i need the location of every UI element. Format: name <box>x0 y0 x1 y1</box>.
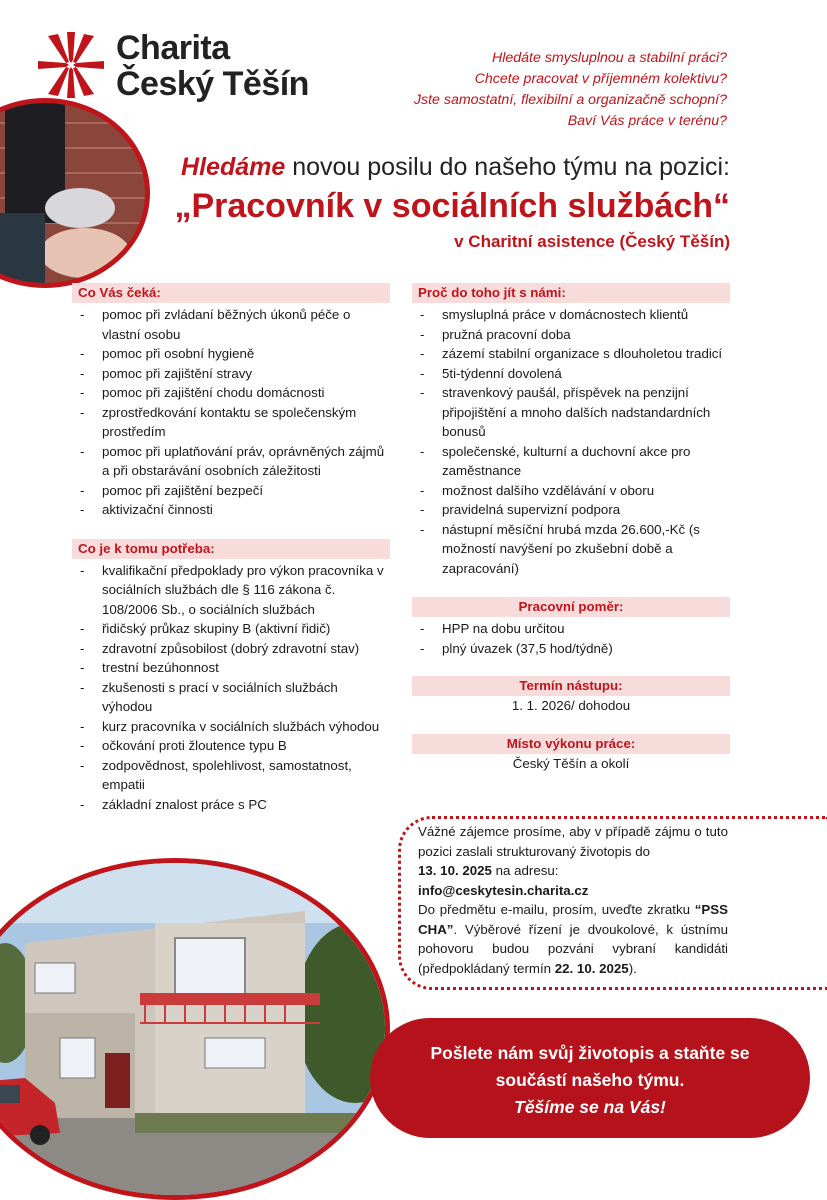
list-item: - plný úvazek (37,5 hod/týdně) <box>412 639 730 659</box>
question-2: Chcete pracovat v příjemném kolektivu? <box>474 71 727 87</box>
employment-list <box>412 619 730 658</box>
headline-rest: novou posilu do našeho týmu na pozici: <box>285 153 730 181</box>
subject-code: “PSS CHA” <box>418 902 728 937</box>
application-deadline: 13. 10. 2025 <box>418 863 492 878</box>
logo-line-2: Český Těšín <box>116 65 309 103</box>
selection-info: . Výběrové řízení je dvoukolové, k ústnímu pohovoru budou pozváni vybraní kandidáti (předpokládaný termín <box>418 921 728 976</box>
list-item: - zkušenosti s prací v sociálních službách výhodou <box>72 678 390 717</box>
list-item: - zdravotní způsobilost (dobrý zdravotní stav) <box>72 639 390 659</box>
why-us-list <box>412 305 730 578</box>
contact-email-link[interactable]: info@ceskytesin.charita.cz <box>418 882 589 898</box>
list-item: - pomoc při zajištění stravy <box>72 364 390 384</box>
contact-text <box>418 822 728 978</box>
place-heading: Místo výkonu práce: <box>412 734 730 754</box>
building-photo <box>0 858 390 1200</box>
list-item: - kvalifikační předpoklady pro výkon pracovníka v sociálních službách dle § 116 zákona č. 108/2006 Sb., o sociálních službách <box>72 561 390 620</box>
list-item: - společenské, kulturní a duchovní akce pro zaměstnance <box>412 442 730 481</box>
what-awaits-list <box>72 305 390 520</box>
list-item: - zázemí stabilní organizace s dlouholetou tradicí <box>412 344 730 364</box>
list-item: - pomoc při osobní hygieně <box>72 344 390 364</box>
list-item: - nástupní měsíční hrubá mzda 26.600,-Kč (s možností navýšení po zkušební době a zapracování) <box>412 520 730 579</box>
what-awaits-heading: Co Vás čeká: <box>72 283 390 303</box>
why-us-heading: Proč do toho jít s námi: <box>412 283 730 303</box>
charita-cross-icon <box>36 30 106 100</box>
list-item: - zprostředkování kontaktu se společenským prostředím <box>72 403 390 442</box>
list-item: - kurz pracovníka v sociálních službách výhodou <box>72 717 390 737</box>
subject-instruction: Do předmětu e-mailu, prosím, uveďte zkratku <box>418 902 695 917</box>
place-value: Český Těšín a okolí <box>512 755 630 771</box>
headline-emphasis: Hledáme <box>181 153 286 181</box>
requirements-heading: Co je k tomu potřeba: <box>72 539 390 559</box>
selection-info-end: ). <box>628 960 637 976</box>
list-item: - pomoc při zvládaní běžných úkonů péče o vlastní osobu <box>72 305 390 344</box>
list-item: - základní znalost práce s PC <box>72 795 390 815</box>
list-item: - aktivizační činnosti <box>72 500 390 520</box>
building-photo-illustration <box>0 863 385 1195</box>
question-4: Baví Vás práce v terénu? <box>567 113 727 129</box>
list-item: - stravenkový paušál, příspěvek na penzijní připojištění a mnoho dalších nadstandardních bonusů <box>412 383 730 442</box>
list-item: - možnost dalšího vzdělávání v oboru <box>412 481 730 501</box>
department-title: v Charitní asistence (Český Těšín) <box>454 232 730 251</box>
question-3: Jste samostatní, flexibilní a organizačně schopní? <box>413 92 727 108</box>
list-item: - pomoc při uplatňování práv, oprávněných zájmů a při obstarávání osobních záležitosti <box>72 442 390 481</box>
cta-line-1: Pošlete nám svůj životopis a staňte se <box>430 1043 750 1063</box>
list-item: - 5ti-týdenní dovolená <box>412 364 730 384</box>
requirements-list <box>72 561 390 815</box>
start-heading: Termín nástupu: <box>412 676 730 696</box>
list-item: - smysluplná práce v domácnostech klientů <box>412 305 730 325</box>
list-item: - pružná pracovní doba <box>412 325 730 345</box>
right-column <box>412 283 730 773</box>
intro-questions <box>207 48 727 132</box>
list-item: - očkování proti žloutence typu B <box>72 736 390 756</box>
left-column <box>72 283 390 814</box>
list-item: - pomoc při zajištění chodu domácnosti <box>72 383 390 403</box>
list-item: - pomoc při zajištění bezpečí <box>72 481 390 501</box>
list-item: - HPP na dobu určitou <box>412 619 730 639</box>
logo-line-1: Charita <box>116 29 230 67</box>
list-item: - trestní bezúhonnost <box>72 658 390 678</box>
cta-line-2: součástí našeho týmu. <box>495 1070 685 1090</box>
list-item: - zodpovědnost, spolehlivost, samostatnost, empatii <box>72 756 390 795</box>
caregiver-photo <box>0 98 150 288</box>
start-value: 1. 1. 2026/ dohodou <box>511 698 631 713</box>
cta-line-3: Těšíme se na Vás! <box>514 1097 666 1117</box>
job-headline <box>150 150 730 256</box>
list-item: - pravidelná supervizní podpora <box>412 500 730 520</box>
headline-intro <box>150 150 730 184</box>
contact-address-lead: na adresu: <box>491 863 559 878</box>
question-1: Hledáte smysluplnou a stabilní práci? <box>491 50 727 66</box>
position-title: „Pracovník v sociálních službách“ <box>174 187 730 225</box>
list-item: - řidičský průkaz skupiny B (aktivní řidič) <box>72 619 390 639</box>
contact-paragraph-1: Vážné zájemce prosíme, aby v případě zájmu o tuto pozici zaslali strukturovaný životopis do <box>418 824 728 859</box>
employment-heading: Pracovní poměr: <box>412 597 730 617</box>
interview-date: 22. 10. 2025 <box>554 960 629 976</box>
call-to-action-banner <box>370 1018 810 1138</box>
caregiver-photo-illustration <box>0 103 145 283</box>
